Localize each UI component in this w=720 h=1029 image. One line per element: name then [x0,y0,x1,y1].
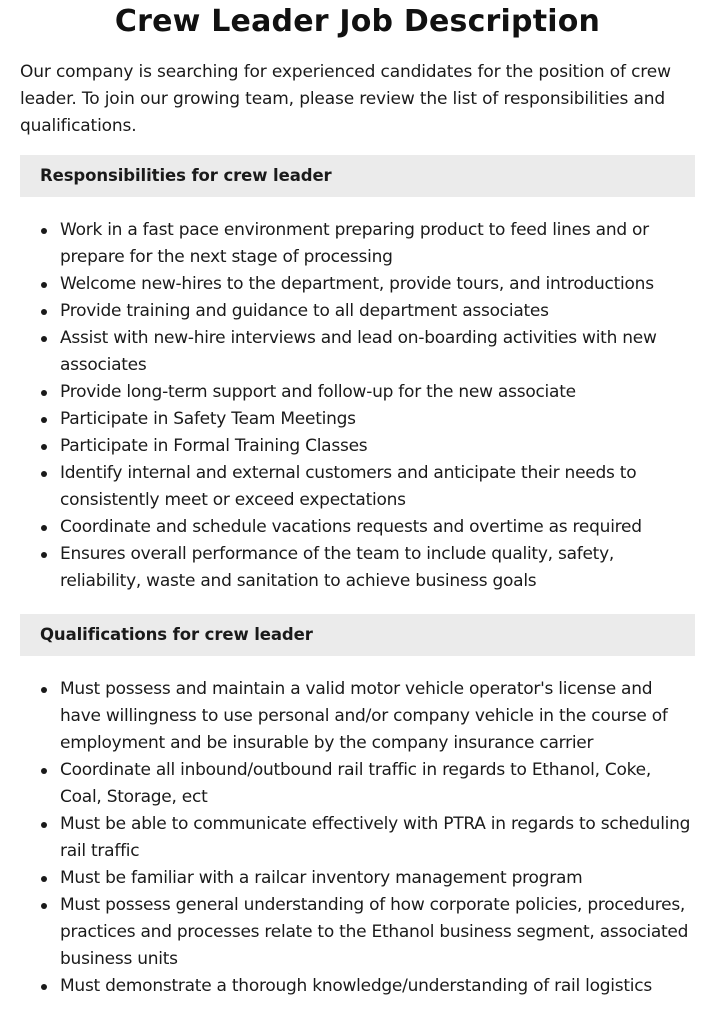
list-item [20,757,695,811]
responsibilities-list [20,217,695,595]
list-item-text: Provide training and guidance to all department associates [60,301,549,321]
list-item-text: Must demonstrate a thorough knowledge/understanding of rail logistics [60,976,652,996]
bullet-icon [41,822,47,828]
list-item [20,676,695,757]
bullet-icon [41,768,47,774]
job-description-page [20,0,695,1000]
list-item-text: Must be able to communicate effectively with PTRA in regards to scheduling rail traffic [60,814,691,861]
bullet-icon [41,876,47,882]
bullet-icon [41,984,47,990]
list-item-text: Work in a fast pace environment preparing product to feed lines and or prepare for the next stage of processing [60,220,649,267]
list-item [20,865,695,892]
list-item-text: Participate in Safety Team Meetings [60,409,356,429]
bullet-icon [41,444,47,450]
list-item [20,892,695,973]
bullet-icon [41,390,47,396]
list-item-text: Coordinate all inbound/outbound rail traffic in regards to Ethanol, Coke, Coal, Storage, ect [60,760,651,807]
list-item [20,433,695,460]
page-title: Crew Leader Job Description [114,4,601,39]
list-item-text: Ensures overall performance of the team to include quality, safety, reliability, waste and sanitation to achieve business goals [60,544,615,591]
list-item [20,514,695,541]
qualifications-list [20,676,695,1000]
bullet-icon [41,309,47,315]
list-item-text: Welcome new-hires to the department, provide tours, and introductions [60,274,654,294]
list-item-text: Must possess and maintain a valid motor vehicle operator's license and have willingness to use personal and/or company vehicle in the course of employment and be insurable by the company insurance carrier [60,679,668,753]
bullet-icon [41,228,47,234]
bullet-icon [41,687,47,693]
list-item [20,217,695,271]
list-item [20,298,695,325]
bullet-icon [41,282,47,288]
list-item [20,541,695,595]
list-item [20,973,695,1000]
list-item-text: Identify internal and external customers and anticipate their needs to consistently meet or exceed expectations [60,463,637,510]
bullet-icon [41,903,47,909]
intro-paragraph: Our company is searching for experienced candidates for the position of crew leader. To join our growing team, please review the list of responsibilities and qualifications. [20,62,671,136]
list-item-text: Assist with new-hire interviews and lead on-boarding activities with new associates [60,328,657,375]
qualifications-heading: Qualifications for crew leader [20,614,695,656]
list-item-text: Participate in Formal Training Classes [60,436,368,456]
list-item-text: Provide long-term support and follow-up for the new associate [60,382,576,402]
bullet-icon [41,417,47,423]
bullet-icon [41,525,47,531]
bullet-icon [41,471,47,477]
bullet-icon [41,552,47,558]
list-item-text: Must be familiar with a railcar inventory management program [60,868,583,888]
list-item [20,325,695,379]
responsibilities-heading: Responsibilities for crew leader [20,155,695,197]
list-item [20,460,695,514]
bullet-icon [41,336,47,342]
list-item-text: Must possess general understanding of how corporate policies, procedures, practices and processes relate to the Ethanol business segment, associated business units [60,895,689,969]
list-item [20,406,695,433]
list-item [20,271,695,298]
list-item-text: Coordinate and schedule vacations requests and overtime as required [60,517,642,537]
list-item [20,379,695,406]
list-item [20,811,695,865]
